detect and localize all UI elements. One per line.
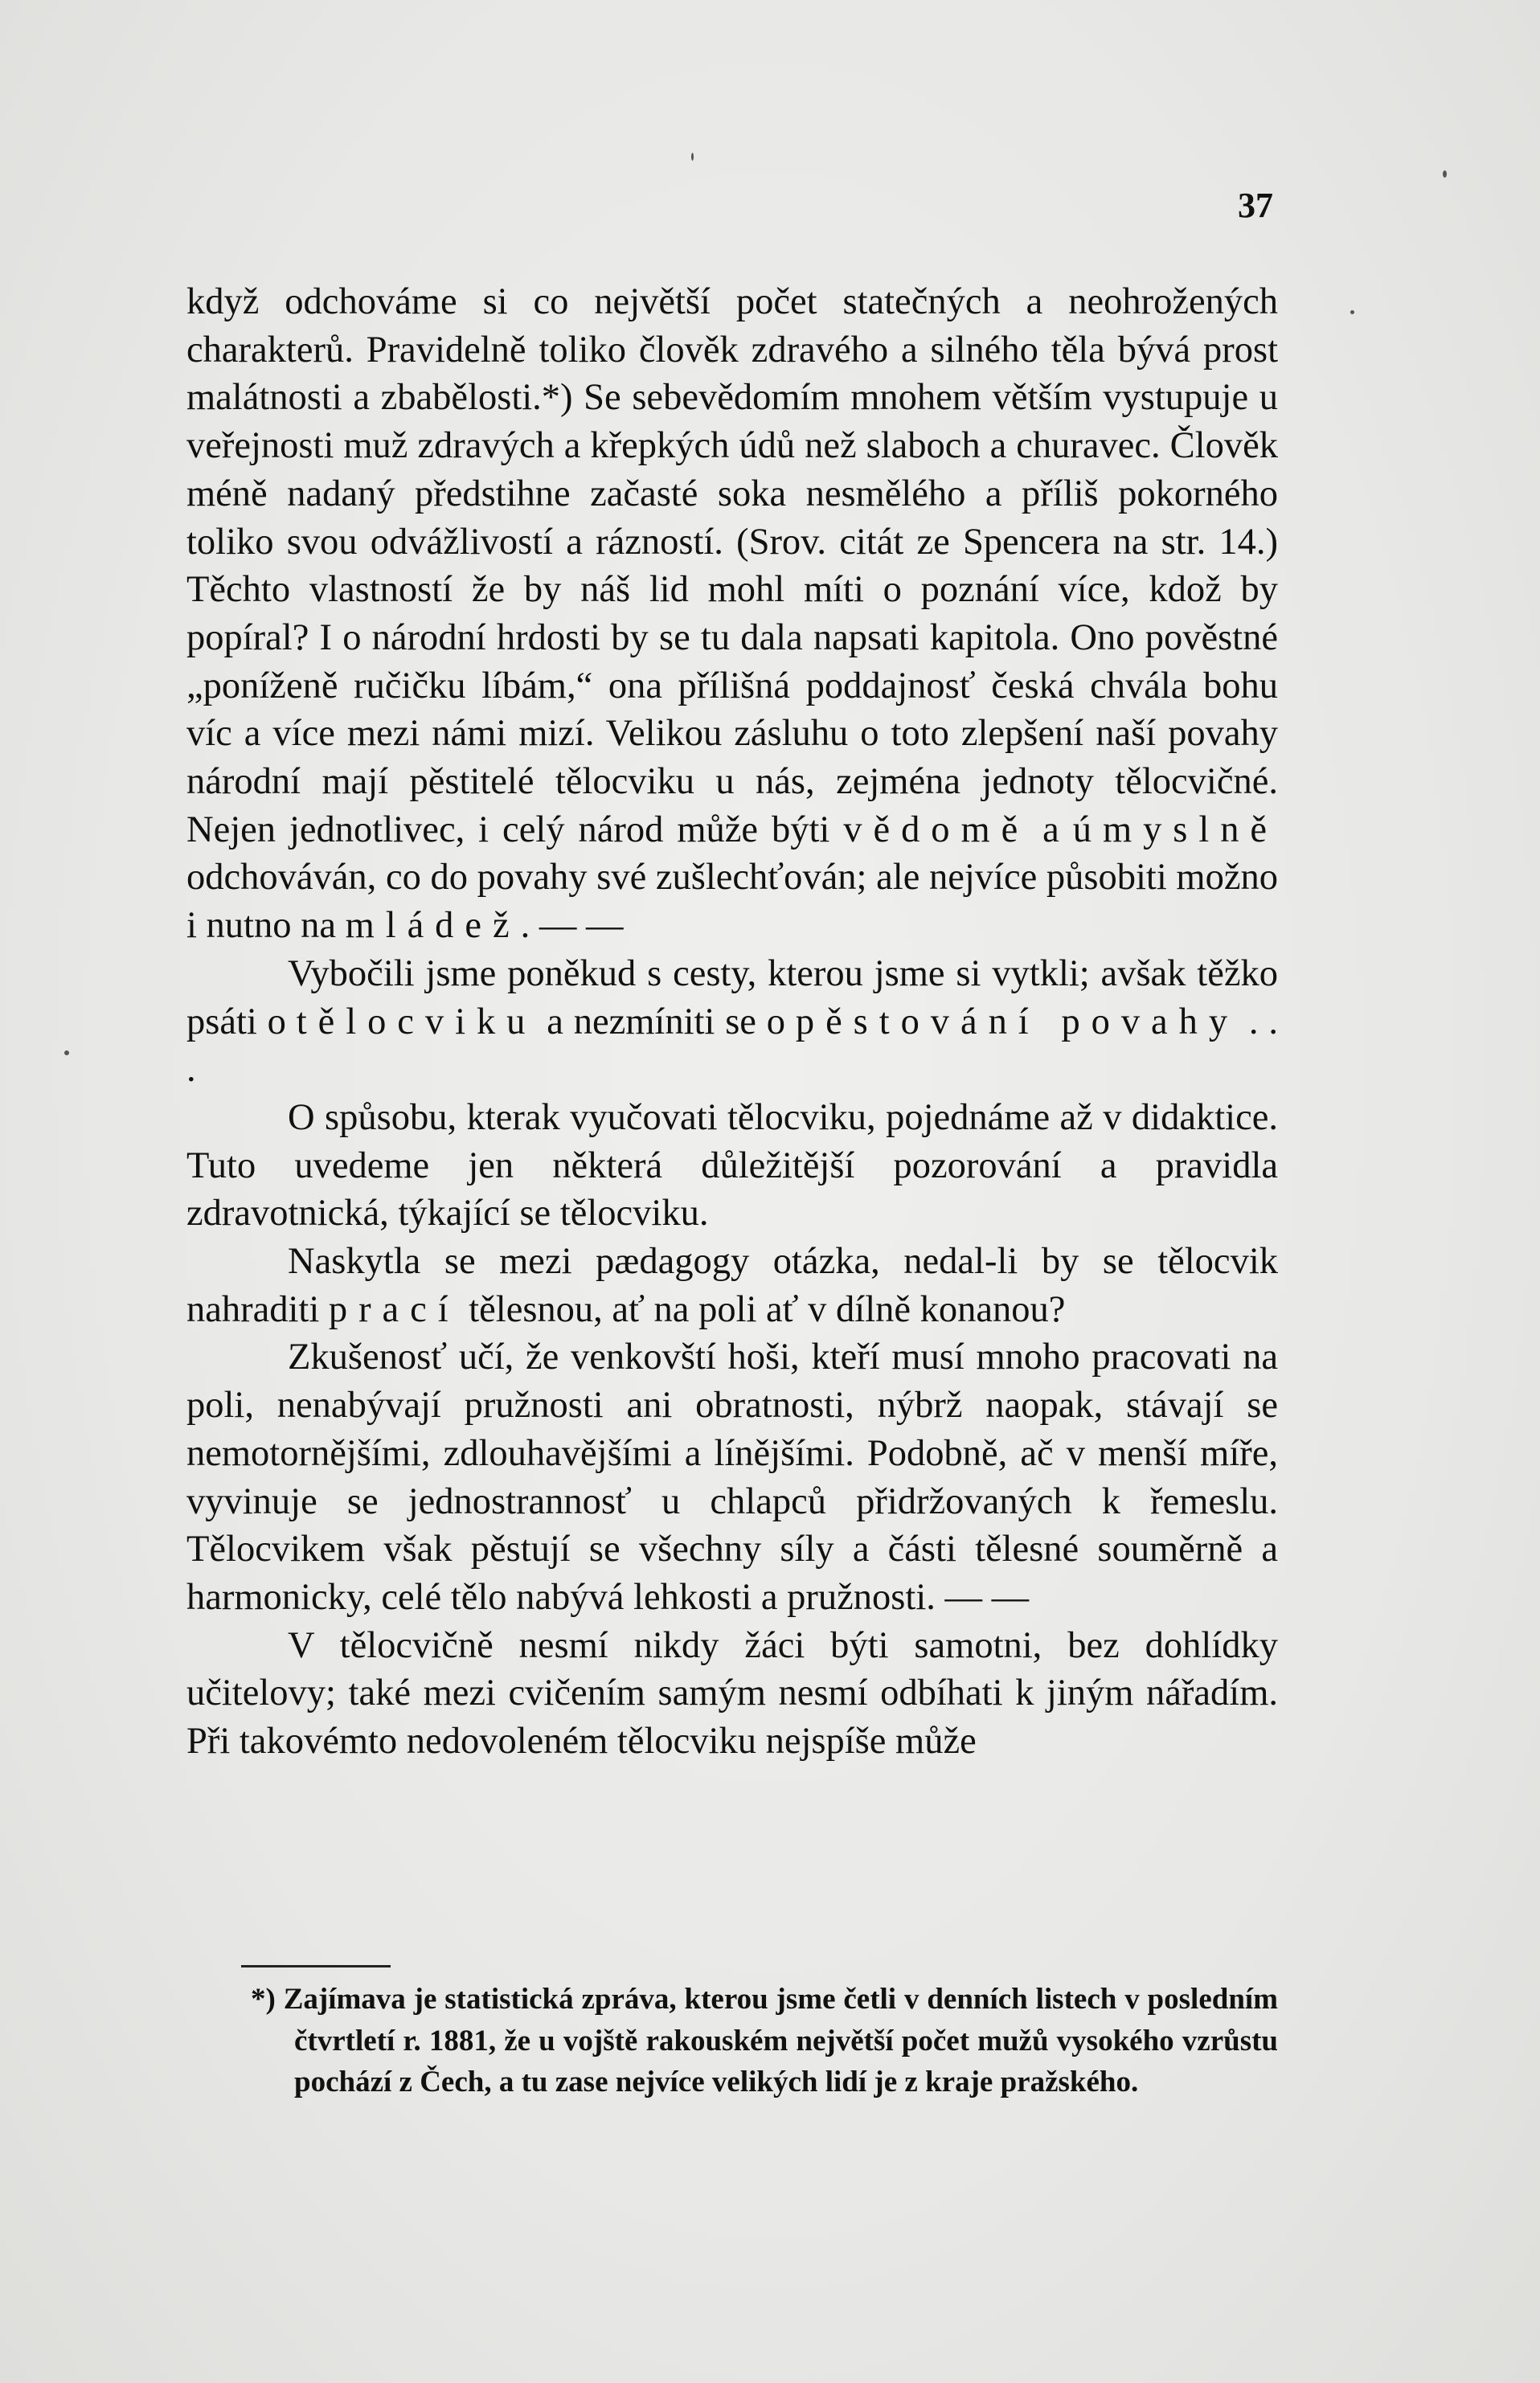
body-text xyxy=(186,278,1278,1766)
paragraph: Zkušenosť učí, že venkovští hoši, kteří musí mnoho pracovati na poli, nenabývají pružnosti ani obratnosti, nýbrž naopak, stávají se nemotornějšími, zdlouhavějšími a línějšími. Podobně, ač v menší míře, vyvinuje se jednostrannosť u chlapců přidržovaných k řemeslu. Tělocvikem však pěstují se všechny síly a části tělesné souměrně a harmonicky, celé tělo nabývá lehkosti a pružnosti. — — xyxy=(186,1337,1278,1618)
footnote-marker: *) xyxy=(251,1983,276,2016)
emphasis-text: úmyslně xyxy=(1072,809,1279,850)
page-speck xyxy=(691,153,694,161)
emphasis-text: mládež xyxy=(345,905,521,947)
page-number: 37 xyxy=(1238,186,1273,225)
paragraph: Naskytla se mezi pædagogy otázka, nedal-li by se tělocvik nahraditi prací tělesnou, ať na poli ať v dílně konanou? xyxy=(186,1241,1278,1330)
emphasis-text: prací xyxy=(328,1288,460,1330)
page-speck xyxy=(64,1050,69,1055)
paragraph: když odchováme si co největší počet statečných a neohrožených charakterů. Pravidelně toliko člověk zdravého a silného těla bývá prost malátnosti a zbabělosti.*) Se sebevědomím mnohem větším vystupuje u veřejnosti muž zdravých a křepkých údů než slaboch a churavec. Člověk méně nadaný předstihne začasté soka nesmělého a příliš pokorného toliko svou odvážlivostí a rázností. (Srov. citát ze Spencera na str. 14.) Těchto vlastností že by náš lid mohl míti o poznání více, kdož by popíral? I o národní hrdosti by se tu dala napsati kapitola. Ono pověstné „poníženě ručičku líbám,“ ona přílišná poddajnosť česká chvála bohu víc a více mezi námi mizí. Velikou zásluhu o toto zlepšení naší povahy národní mají pěstitelé tělocviku u nás, zejména jednoty tělocvičné. Nejen jednotlivec, i celý národ může býti vědomě a úmyslně odchováván, co do povahy své zušlechťován; ale nejvíce působiti možno i nutno na mládež. — — xyxy=(186,281,1279,947)
paragraph: O spůsobu, kterak vyučovati tělocviku, pojednáme až v didaktice. Tuto uvedeme jen některá důležitější pozorování a pravidla zdravotnická, týkající se tělocviku. xyxy=(186,1096,1278,1234)
page-speck xyxy=(1350,310,1354,314)
emphasis-text: tělocviku xyxy=(296,1001,537,1042)
emphasis-text: pěstování povahy xyxy=(795,1001,1239,1042)
paragraph: V tělocvičně nesmí nikdy žáci býti samotni, bez dohlídky učitelovy; také mezi cvičením samým nesmí odbíhati k jiným nářadím. Při takovémto nedovoleném tělocviku nejspíše může xyxy=(186,1624,1278,1763)
emphasis-text: vědomě xyxy=(843,809,1030,850)
footnote-text: Zajímava je statistická zpráva, kterou jsme četli v denních listech v posledním čtvrtletí r. 1881, že u vojště rakouském největší počet mužů vysokého vzrůstu pochází z Čech, a tu zase nejvíce velikých lidí je z kraje pražského. xyxy=(283,1983,1278,2098)
page-speck xyxy=(1443,170,1447,178)
footnote-divider xyxy=(241,1965,391,1967)
footnote xyxy=(251,1979,1278,2103)
paragraph: Vybočili jsme poněkud s cesty, kterou jsme si vytkli; avšak těžko psáti o tělocviku a nezmíniti se o pěstování povahy . . . xyxy=(186,952,1278,1091)
